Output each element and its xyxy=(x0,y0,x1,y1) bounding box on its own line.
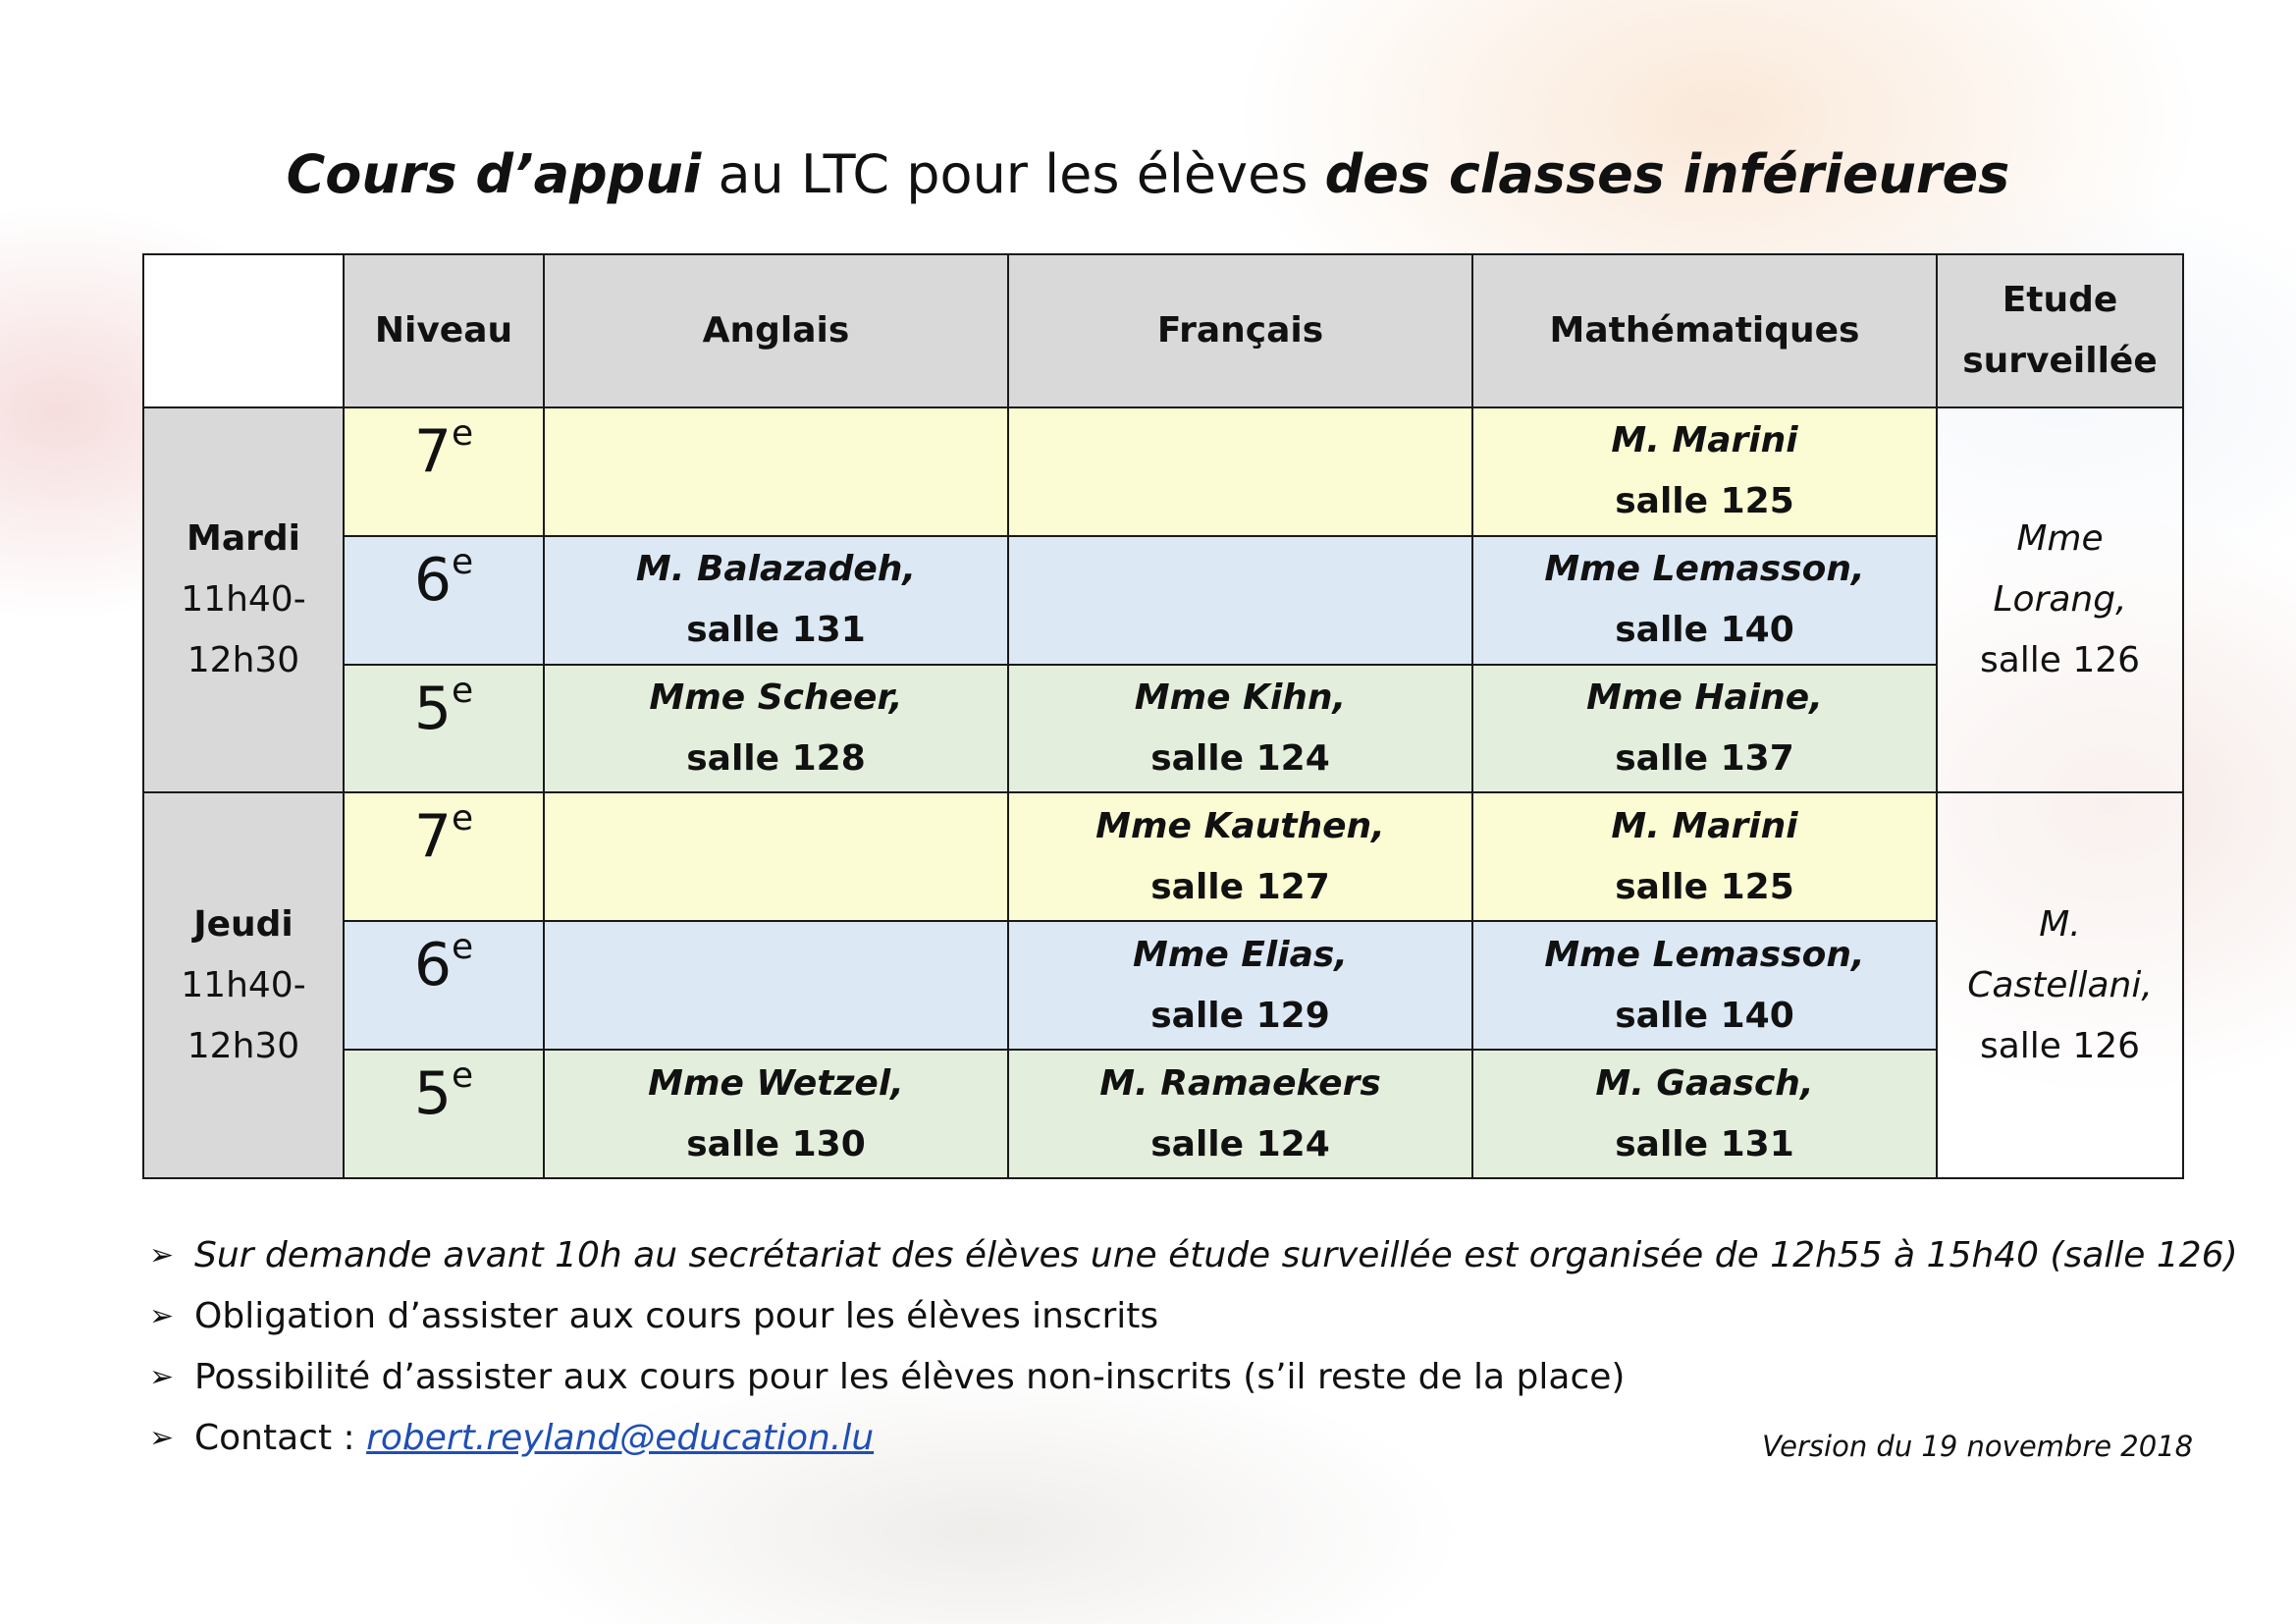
level-suffix: e xyxy=(452,798,474,839)
arrow-bullet-icon: ➢ xyxy=(149,1238,175,1272)
arrow-bullet-icon: ➢ xyxy=(149,1299,175,1333)
level-suffix: e xyxy=(452,541,474,582)
room: salle 127 xyxy=(1150,866,1330,907)
room: salle 140 xyxy=(1615,610,1794,651)
level-number: 7 xyxy=(413,417,453,486)
level-cell xyxy=(344,665,544,793)
english-cell xyxy=(544,536,1008,665)
list-item xyxy=(149,1286,2238,1347)
english-cell xyxy=(544,921,1008,1050)
arrow-bullet-icon: ➢ xyxy=(149,1360,175,1394)
french-cell xyxy=(1008,407,1472,536)
title-emphasis-2: des classes inférieures xyxy=(1324,143,2010,205)
study-teacher-line2: Lorang, xyxy=(1993,579,2127,621)
day-name: Mardi xyxy=(187,518,300,560)
level-number: 7 xyxy=(413,802,453,872)
math-cell xyxy=(1472,536,1937,665)
french-cell xyxy=(1008,536,1472,665)
level-suffix: e xyxy=(452,413,474,454)
math-cell xyxy=(1472,1050,1937,1178)
day-time-end: 12h30 xyxy=(187,1025,300,1066)
level-suffix: e xyxy=(452,1056,474,1097)
teacher-name: Mme Haine, xyxy=(1586,677,1823,719)
math-cell xyxy=(1472,921,1937,1050)
room: salle 124 xyxy=(1150,1123,1330,1164)
schedule-table xyxy=(142,253,2184,1179)
day-name: Jeudi xyxy=(193,903,294,945)
teacher-name: Mme Wetzel, xyxy=(648,1062,904,1104)
list-item xyxy=(149,1347,2238,1408)
room: salle 140 xyxy=(1615,995,1794,1036)
teacher-name: Mme Elias, xyxy=(1133,934,1348,975)
header-level: Niveau xyxy=(344,254,544,407)
day-time-start: 11h40- xyxy=(181,579,306,621)
contact-label: Contact : xyxy=(194,1418,367,1458)
study-room: salle 126 xyxy=(1979,1025,2141,1066)
contact-email-link[interactable]: robert.reyland@education.lu xyxy=(366,1418,875,1458)
level-number: 6 xyxy=(413,931,453,1001)
study-cell-tuesday xyxy=(1937,407,2183,792)
header-french: Français xyxy=(1008,254,1472,407)
room: salle 124 xyxy=(1150,738,1330,780)
note-text: Sur demande avant 10h au secrétariat des élèves une étude surveillée est organisée de 12h55 à 15h40 (salle 126) xyxy=(194,1235,2238,1275)
header-math: Mathématiques xyxy=(1472,254,1937,407)
table-row xyxy=(143,665,2183,793)
teacher-name: Mme Kauthen, xyxy=(1095,805,1385,846)
room: salle 125 xyxy=(1615,481,1794,522)
note-text: Obligation d’assister aux cours pour les élèves inscrits xyxy=(194,1296,1159,1336)
title-middle: au LTC pour les élèves xyxy=(701,143,1325,205)
study-room: salle 126 xyxy=(1979,640,2141,681)
teacher-name: Mme Kihn, xyxy=(1134,677,1347,719)
room: salle 131 xyxy=(1615,1123,1794,1164)
day-time-start: 11h40- xyxy=(181,964,306,1005)
table-row xyxy=(143,536,2183,665)
note-text: Possibilité d’assister aux cours pour les élèves non-inscrits (s’il reste de la place) xyxy=(194,1357,1626,1397)
list-item xyxy=(149,1225,2238,1286)
table-row xyxy=(143,1050,2183,1178)
level-cell xyxy=(344,792,544,921)
math-cell xyxy=(1472,665,1937,793)
room: salle 125 xyxy=(1615,866,1794,907)
level-number: 5 xyxy=(413,674,453,743)
version-date: Version du 19 novembre 2018 xyxy=(1762,1430,2194,1463)
study-teacher-line1: M. xyxy=(2039,903,2081,945)
teacher-name: M. Marini xyxy=(1611,420,1798,461)
teacher-name: M. Ramaekers xyxy=(1099,1062,1381,1104)
english-cell xyxy=(544,1050,1008,1178)
day-time-end: 12h30 xyxy=(187,640,300,681)
english-cell xyxy=(544,792,1008,921)
teacher-name: M. Balazadeh, xyxy=(635,549,917,590)
english-cell xyxy=(544,665,1008,793)
french-cell xyxy=(1008,665,1472,793)
study-teacher-line1: Mme xyxy=(2016,518,2104,560)
study-teacher-line2: Castellani, xyxy=(1967,964,2153,1005)
table-row xyxy=(143,407,2183,536)
level-number: 5 xyxy=(413,1059,453,1129)
day-cell-tuesday xyxy=(143,407,344,792)
level-cell xyxy=(344,1050,544,1178)
table-row xyxy=(143,921,2183,1050)
teacher-name: Mme Lemasson, xyxy=(1544,934,1865,975)
page-title xyxy=(0,135,2296,214)
french-cell xyxy=(1008,792,1472,921)
teacher-name: M. Gaasch, xyxy=(1595,1062,1814,1104)
teacher-name: Mme Lemasson, xyxy=(1544,549,1865,590)
day-cell-thursday xyxy=(143,792,344,1178)
room: salle 129 xyxy=(1150,995,1330,1036)
arrow-bullet-icon: ➢ xyxy=(149,1421,175,1455)
room: salle 131 xyxy=(686,610,866,651)
french-cell xyxy=(1008,921,1472,1050)
english-cell xyxy=(544,407,1008,536)
teacher-name: M. Marini xyxy=(1611,805,1798,846)
level-cell xyxy=(344,407,544,536)
level-number: 6 xyxy=(413,545,453,615)
level-cell xyxy=(344,921,544,1050)
math-cell xyxy=(1472,407,1937,536)
room: salle 130 xyxy=(686,1123,866,1164)
level-cell xyxy=(344,536,544,665)
teacher-name: Mme Scheer, xyxy=(649,677,903,719)
room: salle 128 xyxy=(686,738,866,780)
table-row xyxy=(143,792,2183,921)
title-emphasis-1: Cours d’appui xyxy=(286,143,702,205)
level-suffix: e xyxy=(452,670,474,711)
math-cell xyxy=(1472,792,1937,921)
header-study-line2: surveillée xyxy=(1962,341,2158,381)
level-suffix: e xyxy=(452,927,474,968)
header-english: Anglais xyxy=(544,254,1008,407)
room: salle 137 xyxy=(1615,738,1794,780)
study-cell-thursday xyxy=(1937,792,2183,1178)
french-cell xyxy=(1008,1050,1472,1178)
header-row xyxy=(143,254,2183,407)
header-study-line1: Etude xyxy=(2002,280,2118,320)
header-study xyxy=(1937,254,2183,407)
header-blank xyxy=(143,254,344,407)
